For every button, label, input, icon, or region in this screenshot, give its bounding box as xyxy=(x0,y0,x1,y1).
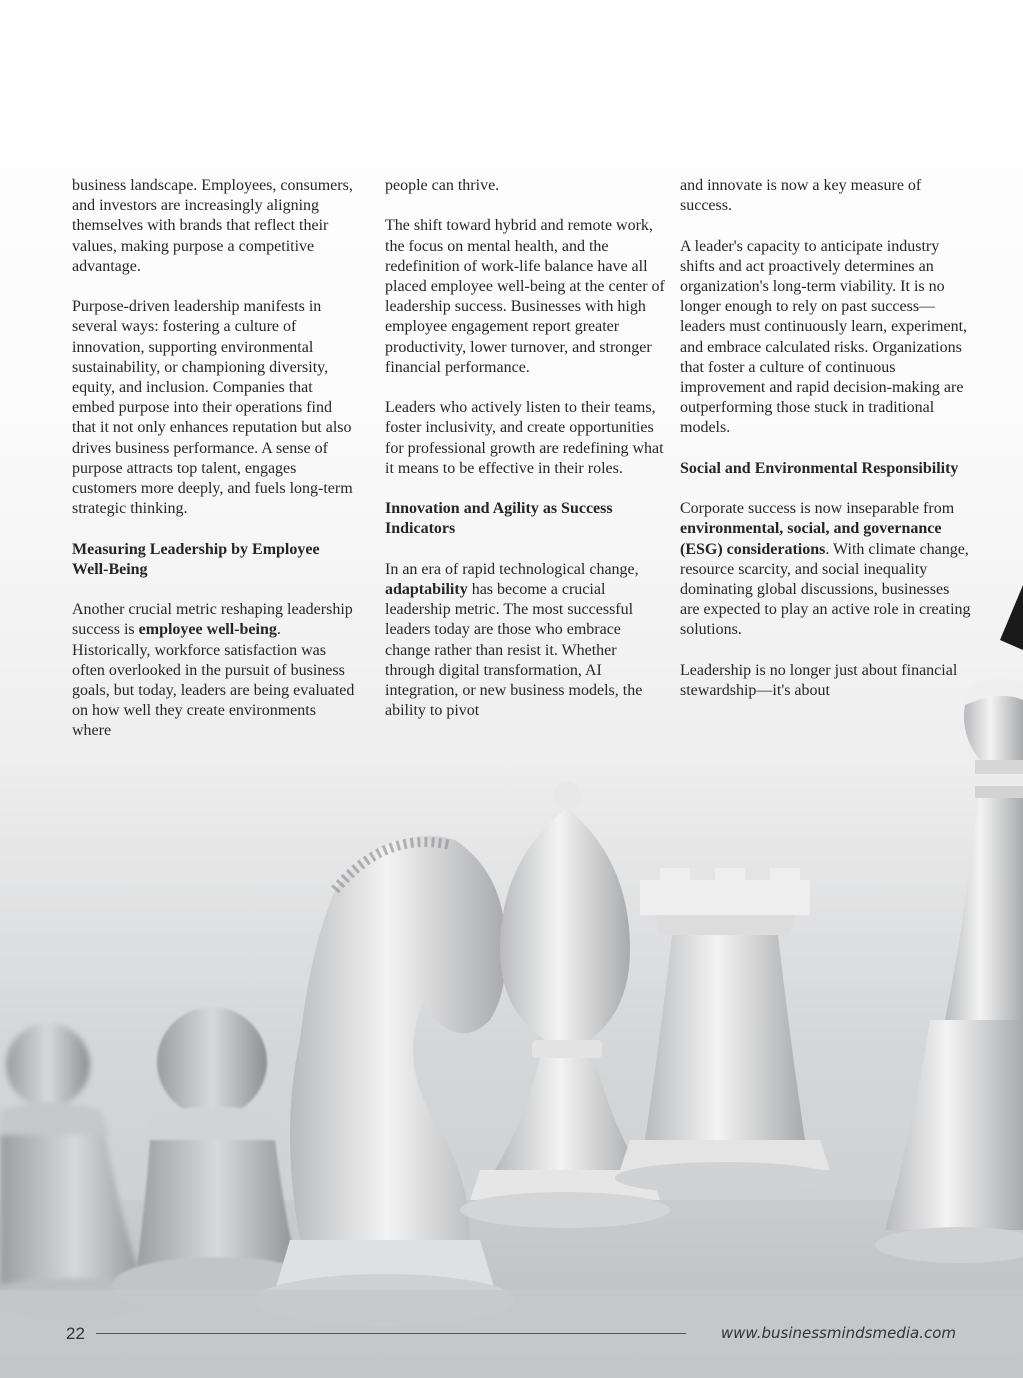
text-column-right xyxy=(680,176,972,721)
section-heading: Innovation and Agility as Success Indicators xyxy=(385,500,613,538)
text-run: . Historically, workforce satisfaction was often overlooked in the pursuit of business goals, but today, leaders are being evaluated on how well they create environments where xyxy=(72,621,355,740)
paragraph: Leadership is no longer just about financial stewardship—it's about xyxy=(680,661,958,700)
page-number: 22 xyxy=(66,1324,85,1343)
paragraph: Leaders who actively listen to their teams, foster inclusivity, and create opportunities for professional growth are redefining what it means to be effective in their roles. xyxy=(385,399,664,477)
paragraph: business landscape. Employees, consumers, and investors are increasingly aligning themselves with brands that reflect their values, making purpose a competitive advantage. xyxy=(72,177,353,275)
paragraph: A leader's capacity to anticipate industry shifts and act proactively determines an organization's long-term viability. It is no longer enough to rely on past success—leaders must continuously learn, experiment, and embrace calculated risks. Organizations that foster a culture of continuous improvement and rapid decision-making are outperforming those stuck in traditional models. xyxy=(680,237,968,437)
paragraph xyxy=(385,560,670,722)
text-run: Another crucial metric reshaping leadership success is xyxy=(72,601,353,639)
paragraph: The shift toward hybrid and remote work, the focus on mental health, and the redefinition of work-life balance have all placed employee well-being at the center of leadership success. Businesses with high employee engagement report greater productivity, lower turnover, and stronger financial performance. xyxy=(385,217,665,376)
section-heading: Measuring Leadership by Employee Well-Being xyxy=(72,540,320,578)
footer-divider xyxy=(96,1333,686,1334)
rook-piece xyxy=(615,868,835,1194)
page-footer xyxy=(0,1318,1023,1348)
paragraph: people can thrive. xyxy=(385,177,500,194)
website-link[interactable]: www.businessmindsmedia.com xyxy=(720,1324,956,1342)
paragraph: Purpose-driven leadership manifests in several ways: fostering a culture of innovation, supporting environmental sustainability, or championing diversity, equity, and inclusion. Companies that embed purpose into their operations find that it not only enhances reputation but also drives business performance. A sense of purpose attracts top talent, engages customers more deeply, and fuels long-term strategic thinking. xyxy=(72,298,353,518)
text-run: . With climate change, resource scarcity, and social inequality dominating global discussions, businesses are expected to play an active role in creating solutions. xyxy=(680,540,971,639)
text-column-middle xyxy=(385,176,670,742)
paragraph xyxy=(72,600,357,741)
text-run: Corporate success is now inseparable from xyxy=(680,500,955,518)
text-run: has become a crucial leadership metric. The most successful leaders today are those who embrace change rather than resist it. Whether through digital transformation, AI integration, or new business models, the ability to pivot xyxy=(385,581,643,720)
section-heading: Social and Environmental Responsibility xyxy=(680,459,959,477)
bold-term: employee well-being xyxy=(138,621,277,639)
knight-piece xyxy=(255,836,515,1326)
text-column-left xyxy=(72,176,357,762)
paragraph xyxy=(680,499,972,640)
bold-term: environmental, social, and governance (ESG) considerations xyxy=(680,520,942,558)
text-run: In an era of rapid technological change, xyxy=(385,560,639,578)
paragraph: and innovate is now a key measure of success. xyxy=(680,177,922,215)
bold-term: adaptability xyxy=(385,581,468,598)
